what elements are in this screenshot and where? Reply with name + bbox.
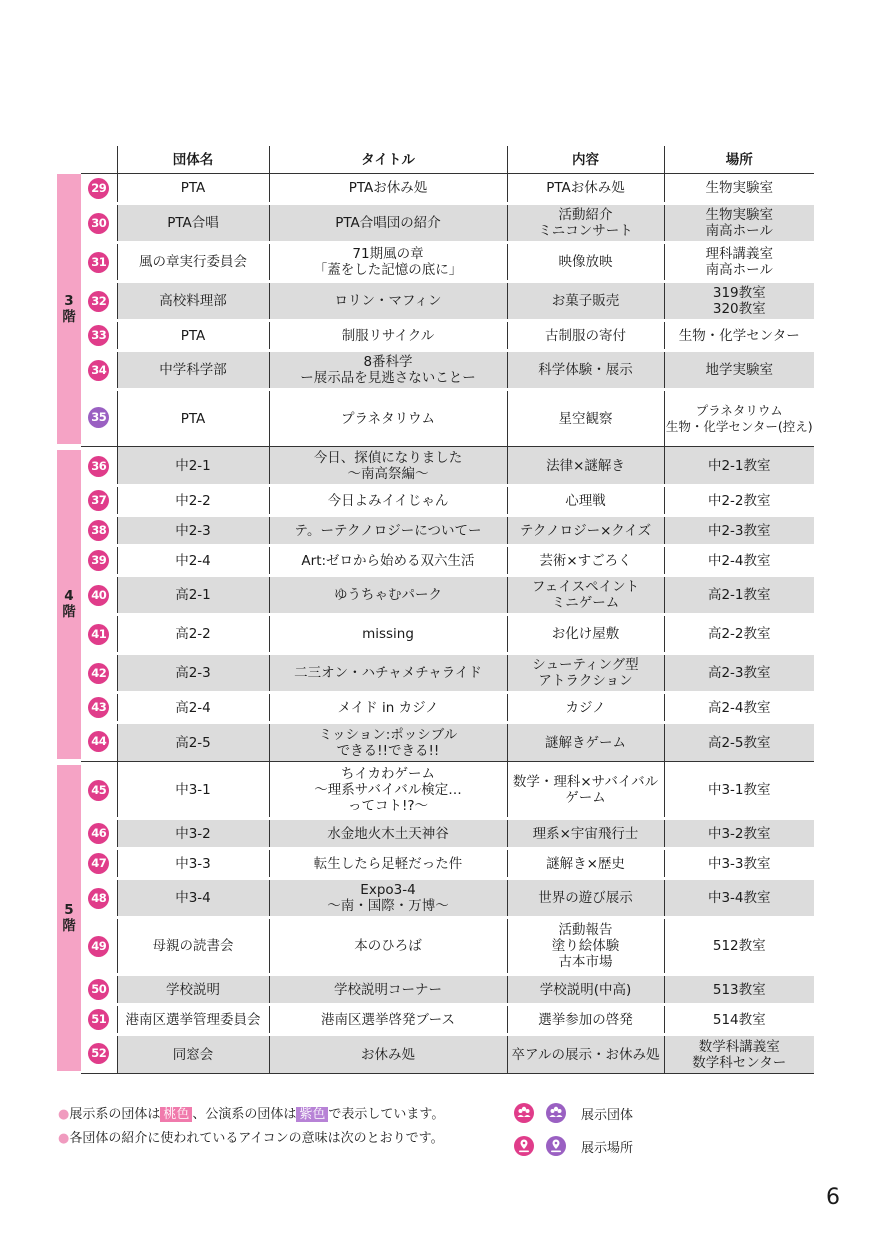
content-cell: お化け屋敷	[507, 615, 664, 654]
table-row	[57, 282, 814, 321]
group-number-badge: 46	[88, 823, 109, 844]
header-content: 内容	[507, 146, 664, 174]
group-name-cell: 中3-1	[117, 762, 269, 819]
title-cell: 学校説明コーナー	[269, 975, 507, 1005]
place-cell: 理科講義室 南高ホール	[664, 243, 814, 282]
group-number-badge: 35	[88, 407, 109, 428]
table-row	[57, 654, 814, 693]
table-row	[57, 351, 814, 390]
number-cell	[81, 723, 117, 762]
group-number-badge: 47	[88, 853, 109, 874]
group-name-cell: 中2-3	[117, 516, 269, 546]
group-number-badge: 37	[88, 490, 109, 511]
note-text: 各団体の紹介に使われているアイコンの意味は次のとおりです。	[69, 1131, 444, 1146]
place-cell: 地学実験室	[664, 351, 814, 390]
group-number-badge: 43	[88, 697, 109, 718]
number-cell	[81, 762, 117, 819]
group-number-badge: 52	[88, 1043, 109, 1064]
place-cell: 高2-3教室	[664, 654, 814, 693]
schedule-body	[57, 174, 814, 1074]
group-name-cell: 同窓会	[117, 1035, 269, 1074]
group-name-cell: 高2-5	[117, 723, 269, 762]
group-number-badge: 39	[88, 550, 109, 571]
number-cell	[81, 390, 117, 447]
header-name: 団体名	[117, 146, 269, 174]
table-row	[57, 486, 814, 516]
schedule-table	[57, 146, 814, 1077]
title-cell: PTA合唱団の紹介	[269, 204, 507, 243]
place-cell: 514教室	[664, 1005, 814, 1035]
header-floor	[57, 146, 81, 174]
table-row	[57, 879, 814, 918]
location-purple-icon	[546, 1136, 566, 1156]
table-row	[57, 243, 814, 282]
note-colors	[58, 1103, 444, 1127]
group-number-badge: 33	[88, 325, 109, 346]
title-cell: メイド in カジノ	[269, 693, 507, 723]
content-cell: 活動紹介 ミニコンサート	[507, 204, 664, 243]
location-pink-icon	[514, 1136, 534, 1156]
number-cell	[81, 447, 117, 486]
number-cell	[81, 654, 117, 693]
title-cell: 今日、探偵になりました 〜南高祭編〜	[269, 447, 507, 486]
content-cell: 星空観察	[507, 390, 664, 447]
group-name-cell: 高2-3	[117, 654, 269, 693]
floor-label: 4 階	[57, 447, 81, 762]
number-cell	[81, 174, 117, 204]
place-cell: 数学科講義室 数学科センター	[664, 1035, 814, 1074]
title-cell: 今日よみイイじゃん	[269, 486, 507, 516]
legend-place	[514, 1136, 633, 1156]
group-number-badge: 38	[88, 520, 109, 541]
group-name-cell: 高校料理部	[117, 282, 269, 321]
content-cell: 謎解き×歴史	[507, 849, 664, 879]
number-cell	[81, 516, 117, 546]
notes	[58, 1103, 444, 1151]
title-cell: ミッション:ポッシブル できる!!できる!!	[269, 723, 507, 762]
number-cell	[81, 819, 117, 849]
place-cell: 中2-1教室	[664, 447, 814, 486]
table-row	[57, 516, 814, 546]
number-cell	[81, 243, 117, 282]
title-cell: Art:ゼロから始める双六生活	[269, 546, 507, 576]
place-cell: 生物実験室 南高ホール	[664, 204, 814, 243]
group-number-badge: 41	[88, 624, 109, 645]
place-cell: 512教室	[664, 918, 814, 975]
header-number	[81, 146, 117, 174]
group-name-cell: 中2-1	[117, 447, 269, 486]
place-cell: 生物実験室	[664, 174, 814, 204]
place-cell: 中3-1教室	[664, 762, 814, 819]
title-cell: 港南区選挙啓発ブース	[269, 1005, 507, 1035]
group-name-cell: 港南区選挙管理委員会	[117, 1005, 269, 1035]
header-title: タイトル	[269, 146, 507, 174]
content-cell: 芸術×すごろく	[507, 546, 664, 576]
title-cell: 水金地火木土天神谷	[269, 819, 507, 849]
content-cell: 数学・理科×サバイバル ゲーム	[507, 762, 664, 819]
place-cell: 513教室	[664, 975, 814, 1005]
note-text: で表示しています。	[328, 1107, 445, 1122]
group-number-badge: 31	[88, 252, 109, 273]
content-cell: 理系×宇宙飛行士	[507, 819, 664, 849]
legend-group	[514, 1103, 633, 1123]
content-cell: カジノ	[507, 693, 664, 723]
number-cell	[81, 351, 117, 390]
purple-tag: 紫色	[296, 1107, 328, 1122]
group-name-cell: 高2-2	[117, 615, 269, 654]
group-name-cell: 中3-4	[117, 879, 269, 918]
number-cell	[81, 849, 117, 879]
table-row	[57, 693, 814, 723]
title-cell: 8番科学 ー展示品を見逃さないことー	[269, 351, 507, 390]
title-cell: 転生したら足軽だった件	[269, 849, 507, 879]
header-row	[57, 146, 814, 174]
number-cell	[81, 576, 117, 615]
content-cell: お菓子販売	[507, 282, 664, 321]
title-cell: ロリン・マフィン	[269, 282, 507, 321]
group-number-badge: 51	[88, 1009, 109, 1030]
content-cell: 謎解きゲーム	[507, 723, 664, 762]
number-cell	[81, 975, 117, 1005]
group-number-badge: 36	[88, 456, 109, 477]
title-cell: プラネタリウム	[269, 390, 507, 447]
note-bullet: ●	[58, 1131, 70, 1146]
place-cell: 中3-4教室	[664, 879, 814, 918]
header-place: 場所	[664, 146, 814, 174]
group-number-badge: 40	[88, 585, 109, 606]
table-row	[57, 762, 814, 819]
legend-place-label: 展示場所	[581, 1140, 634, 1156]
title-cell: ちイカわゲーム 〜理系サバイバル検定… ってコト!?〜	[269, 762, 507, 819]
number-cell	[81, 879, 117, 918]
group-name-cell: 中学科学部	[117, 351, 269, 390]
number-cell	[81, 486, 117, 516]
place-cell: 中3-2教室	[664, 819, 814, 849]
group-name-cell: 中3-2	[117, 819, 269, 849]
page-number: 6	[826, 1185, 840, 1210]
place-cell: 中2-2教室	[664, 486, 814, 516]
table-row	[57, 576, 814, 615]
group-name-cell: PTA	[117, 174, 269, 204]
group-name-cell: 風の章実行委員会	[117, 243, 269, 282]
table-row	[57, 204, 814, 243]
content-cell: PTAお休み処	[507, 174, 664, 204]
number-cell	[81, 615, 117, 654]
icon-legend	[514, 1103, 633, 1169]
group-name-cell: 学校説明	[117, 975, 269, 1005]
place-cell: 中2-4教室	[664, 546, 814, 576]
note-text: 展示系の団体は	[69, 1107, 161, 1122]
group-number-badge: 29	[88, 178, 109, 199]
table-row	[57, 1035, 814, 1074]
table-row	[57, 723, 814, 762]
group-name-cell: 母親の読書会	[117, 918, 269, 975]
group-number-badge: 50	[88, 979, 109, 1000]
title-cell: 71期風の章 「蓋をした記憶の底に」	[269, 243, 507, 282]
title-cell: ゆうちゃむパーク	[269, 576, 507, 615]
title-cell: missing	[269, 615, 507, 654]
content-cell: 科学体験・展示	[507, 351, 664, 390]
group-number-badge: 34	[88, 360, 109, 381]
group-name-cell: 中3-3	[117, 849, 269, 879]
number-cell	[81, 1035, 117, 1074]
legend-group-label: 展示団体	[581, 1107, 634, 1123]
title-cell: テ。ーテクノロジーについてー	[269, 516, 507, 546]
content-cell: 心理戦	[507, 486, 664, 516]
content-cell: 卒アルの展示・お休み処	[507, 1035, 664, 1074]
group-name-cell: 高2-1	[117, 576, 269, 615]
note-bullet: ●	[58, 1107, 70, 1122]
number-cell	[81, 282, 117, 321]
title-cell: Expo3-4 〜南・国際・万博〜	[269, 879, 507, 918]
table-row	[57, 615, 814, 654]
table-row	[57, 819, 814, 849]
group-purple-icon	[546, 1103, 566, 1123]
table-row	[57, 975, 814, 1005]
table-row	[57, 1005, 814, 1035]
place-cell: 高2-1教室	[664, 576, 814, 615]
title-cell: お休み処	[269, 1035, 507, 1074]
content-cell: フェイスペイント ミニゲーム	[507, 576, 664, 615]
place-cell: 319教室 320教室	[664, 282, 814, 321]
group-number-badge: 49	[88, 936, 109, 957]
group-number-badge: 45	[88, 780, 109, 801]
group-name-cell: 高2-4	[117, 693, 269, 723]
group-number-badge: 30	[88, 213, 109, 234]
content-cell: 学校説明(中高)	[507, 975, 664, 1005]
group-number-badge: 44	[88, 731, 109, 752]
table-row	[57, 390, 814, 447]
table-row	[57, 918, 814, 975]
number-cell	[81, 321, 117, 351]
pink-tag: 桃色	[160, 1107, 192, 1122]
floor-label: 5 階	[57, 762, 81, 1074]
title-cell: 二三オン・ハチャメチャライド	[269, 654, 507, 693]
group-number-badge: 32	[88, 291, 109, 312]
content-cell: シューティング型 アトラクション	[507, 654, 664, 693]
content-cell: 世界の遊び展示	[507, 879, 664, 918]
group-name-cell: 中2-4	[117, 546, 269, 576]
table-row	[57, 849, 814, 879]
group-number-badge: 42	[88, 663, 109, 684]
group-pink-icon	[514, 1103, 534, 1123]
place-cell: プラネタリウム 生物・化学センター(控え)	[664, 390, 814, 447]
place-cell: 中3-3教室	[664, 849, 814, 879]
place-cell: 高2-4教室	[664, 693, 814, 723]
place-cell: 中2-3教室	[664, 516, 814, 546]
note-text: 、公演系の団体は	[192, 1107, 297, 1122]
number-cell	[81, 204, 117, 243]
note-icons	[58, 1127, 444, 1151]
place-cell: 生物・化学センター	[664, 321, 814, 351]
floor-label: 3 階	[57, 174, 81, 447]
content-cell: 古制服の寄付	[507, 321, 664, 351]
group-name-cell: PTA合唱	[117, 204, 269, 243]
table-row	[57, 546, 814, 576]
number-cell	[81, 546, 117, 576]
content-cell: テクノロジー×クイズ	[507, 516, 664, 546]
title-cell: 本のひろば	[269, 918, 507, 975]
content-cell: 選挙参加の啓発	[507, 1005, 664, 1035]
content-cell: 活動報告 塗り絵体験 古本市場	[507, 918, 664, 975]
table-row	[57, 174, 814, 204]
table-row	[57, 447, 814, 486]
number-cell	[81, 693, 117, 723]
place-cell: 高2-2教室	[664, 615, 814, 654]
group-name-cell: 中2-2	[117, 486, 269, 516]
table-row	[57, 321, 814, 351]
title-cell: 制服リサイクル	[269, 321, 507, 351]
group-name-cell: PTA	[117, 390, 269, 447]
number-cell	[81, 918, 117, 975]
group-name-cell: PTA	[117, 321, 269, 351]
content-cell: 法律×謎解き	[507, 447, 664, 486]
number-cell	[81, 1005, 117, 1035]
group-number-badge: 48	[88, 888, 109, 909]
title-cell: PTAお休み処	[269, 174, 507, 204]
place-cell: 高2-5教室	[664, 723, 814, 762]
content-cell: 映像放映	[507, 243, 664, 282]
